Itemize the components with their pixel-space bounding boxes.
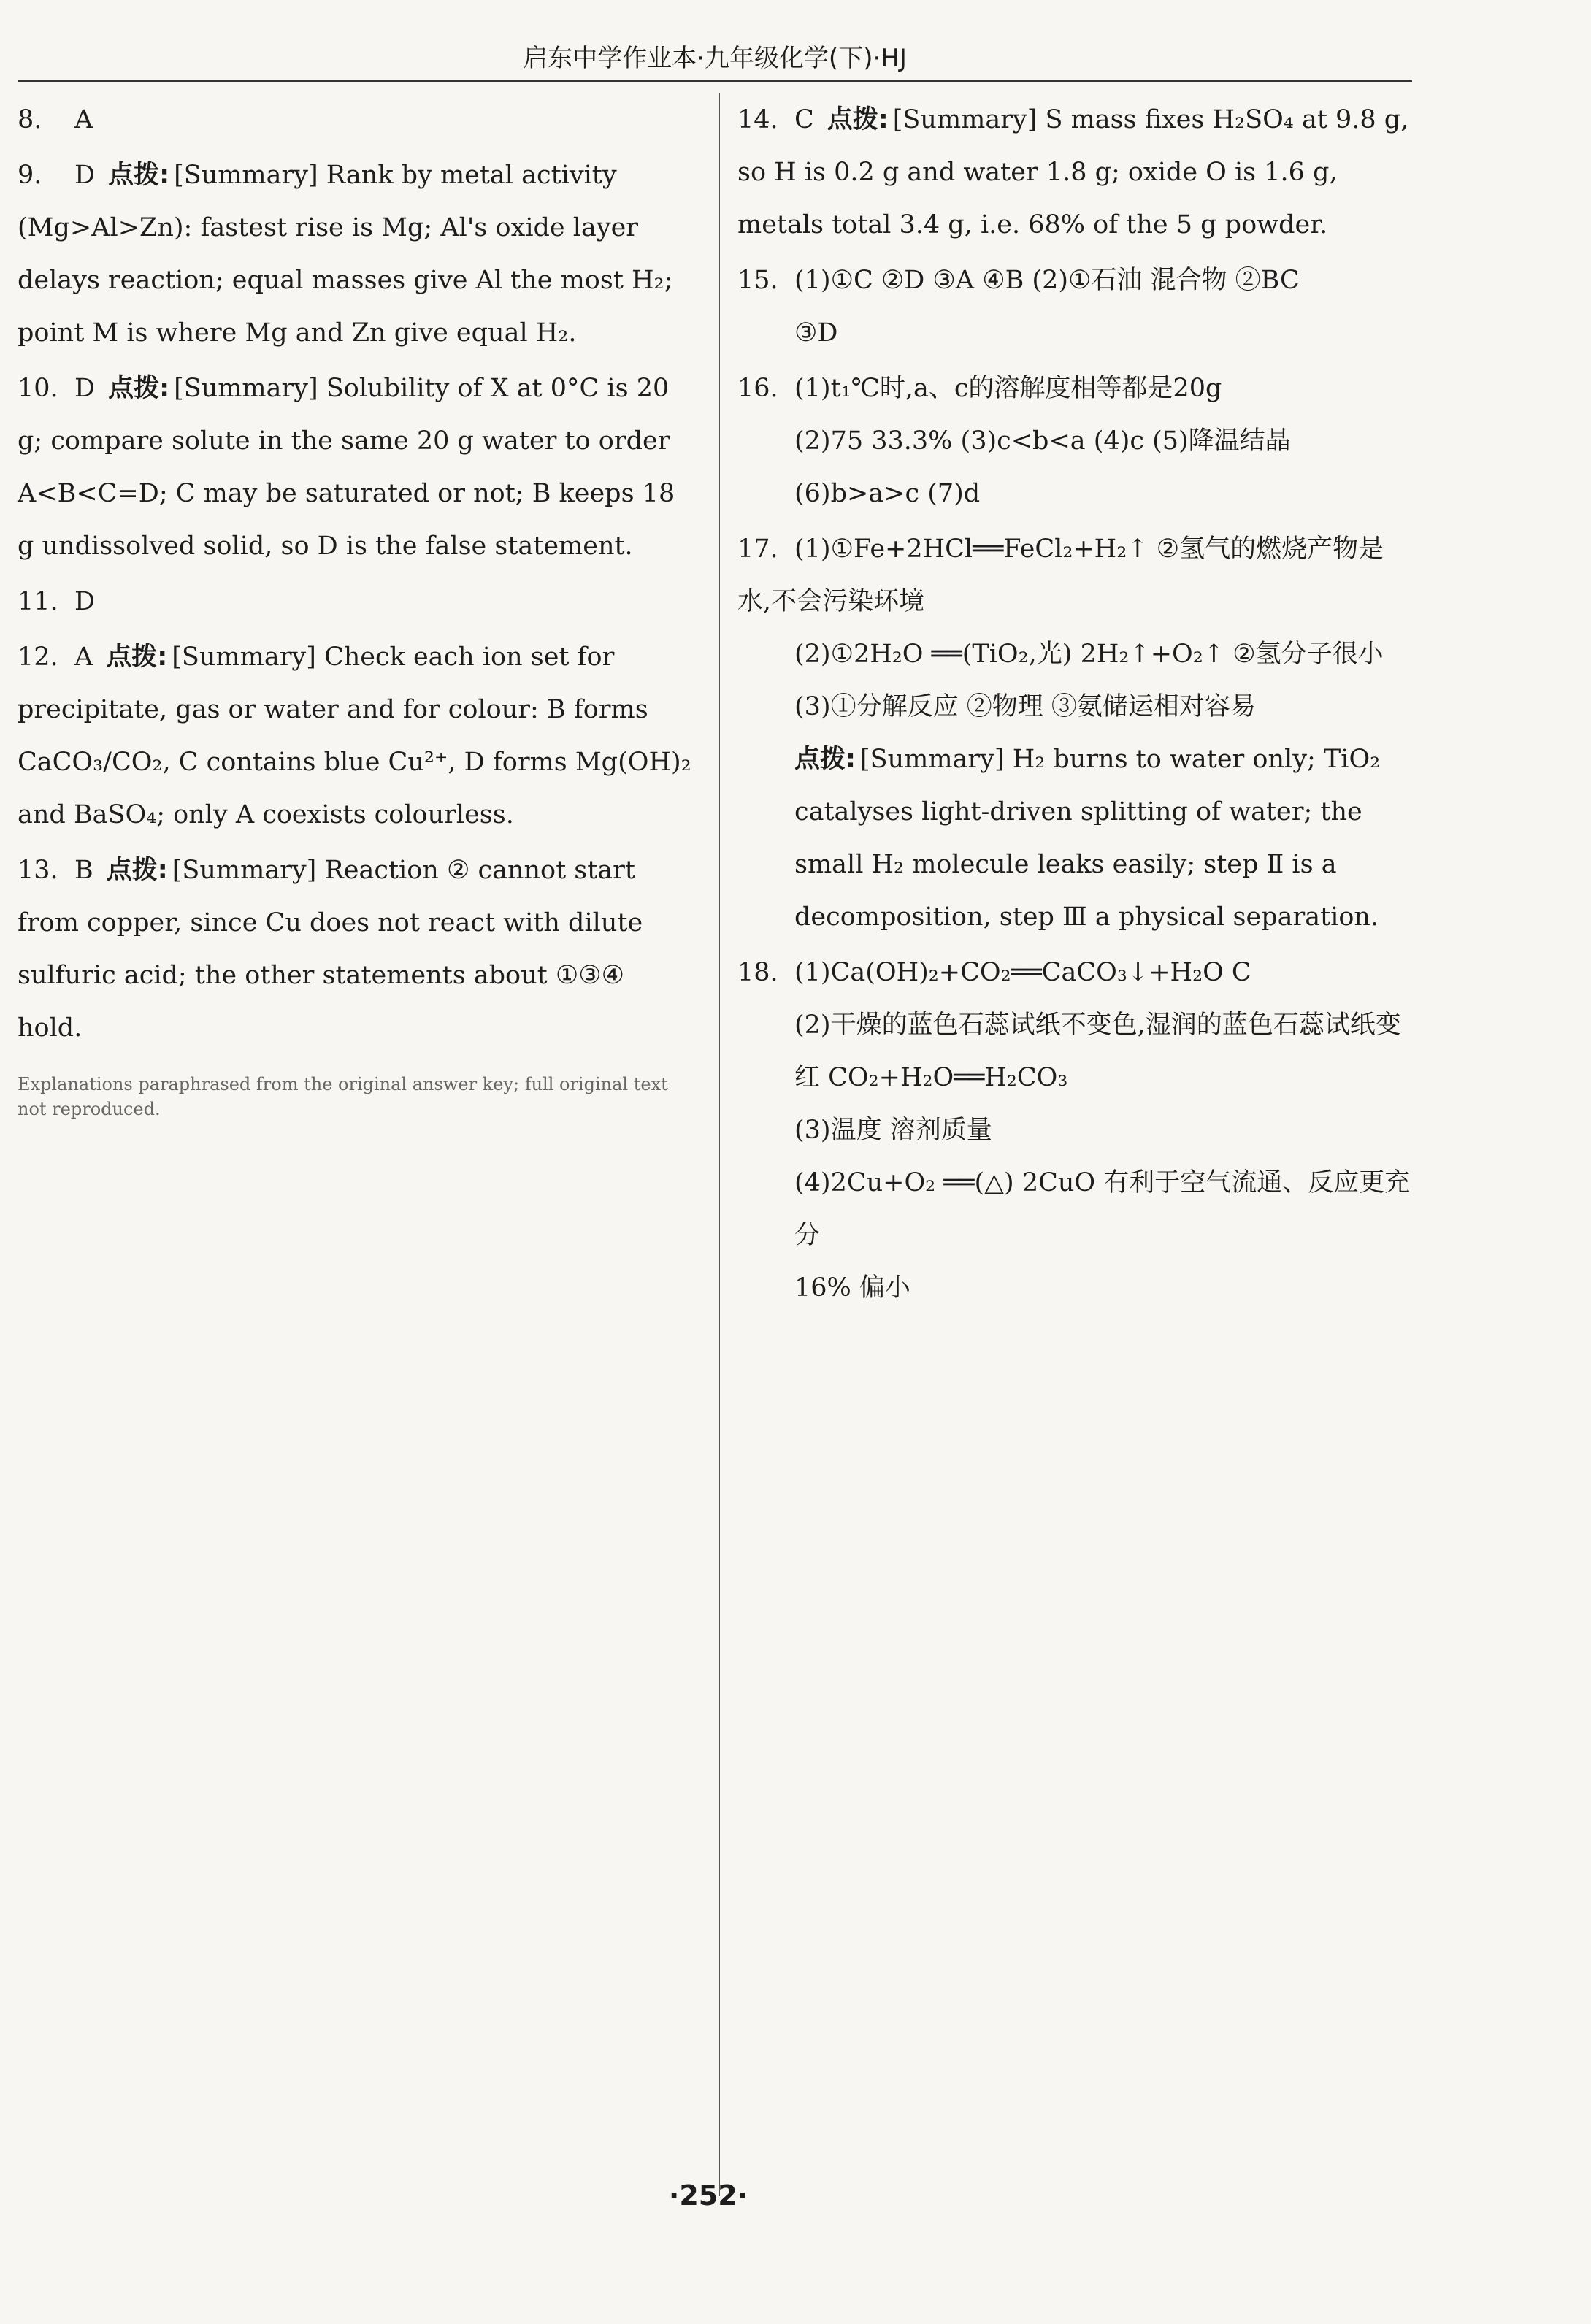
answer-item-16 xyxy=(737,362,1416,520)
question-number: 16. xyxy=(737,374,778,403)
answer-line: (2)①2H₂O ══(TiO₂,光) 2H₂↑+O₂↑ ②氢分子很小 xyxy=(794,640,1384,669)
explanation-text: [Summary] Reaction ② cannot start from copper, since Cu does not react with dilute sulfuric acid; the other statements about ①③④ hold. xyxy=(18,856,643,1043)
right-column xyxy=(737,93,1416,1317)
answer-item-12 xyxy=(18,631,697,841)
question-number: 12. xyxy=(18,643,58,672)
explanation-label: 点拨: xyxy=(106,856,168,885)
explanation-label: 点拨: xyxy=(106,643,168,672)
header-title: 启东中学作业本·九年级化学(下)·HJ xyxy=(523,44,907,73)
answer-line: (2)干燥的蓝色石蕊试纸不变色,湿润的蓝色石蕊试纸变红 CO₂+H₂O══H₂CO₃ xyxy=(794,1010,1401,1092)
explanation-text: [Summary] H₂ burns to water only; TiO₂ catalyses light-driven splitting of water; the small H₂ molecule leaks easily; step Ⅱ is a decomposition, step Ⅲ a physical separation. xyxy=(794,745,1381,932)
answer-choice: D xyxy=(74,374,96,403)
answer-line: (1)①Fe+2HCl══FeCl₂+H₂↑ ②氢气的燃烧产物是水,不会污染环境 xyxy=(737,534,1384,616)
question-number: 13. xyxy=(18,856,58,885)
question-number: 10. xyxy=(18,374,58,403)
answer-item-11 xyxy=(18,575,697,628)
explanation-text: [Summary] Check each ion set for precipitate, gas or water and for colour: B forms CaCO₃/CO₂, C contains blue Cu²⁺, D forms Mg(OH)₂ and BaSO₄; only A coexists colourless. xyxy=(18,643,691,829)
answer-item-13 xyxy=(18,844,697,1054)
answer-line: (1)Ca(OH)₂+CO₂══CaCO₃↓+H₂O C xyxy=(794,958,1251,987)
left-column xyxy=(18,93,697,1124)
answer-choice: D xyxy=(74,161,96,190)
question-number: 17. xyxy=(737,534,778,564)
answer-line: (1)①C ②D ③A ④B (2)①石油 混合物 ②BC xyxy=(794,266,1300,295)
answer-choice: D xyxy=(74,587,96,616)
answer-line: 16% 偏小 xyxy=(794,1273,910,1303)
answer-line: ③D xyxy=(794,318,838,348)
paraphrase-notice: Explanations paraphrased from the original answer key; full original text not reproduced. xyxy=(18,1074,668,1119)
answer-choice: A xyxy=(74,105,93,134)
answer-item-8 xyxy=(18,93,697,146)
question-number: 9. xyxy=(18,161,42,190)
column-divider xyxy=(719,93,720,2196)
answer-item-18 xyxy=(737,946,1416,1314)
explanation-label: 点拨: xyxy=(794,745,856,774)
page-number: ·252· xyxy=(668,2179,748,2212)
answer-line: (4)2Cu+O₂ ══(△) 2CuO 有利于空气流通、反应更充分 xyxy=(794,1168,1411,1250)
explanation-text: [Summary] Rank by metal activity (Mg>Al>Zn): fastest rise is Mg; Al's oxide layer delays reaction; equal masses give Al the most H₂; point M is where Mg and Zn give equal H₂. xyxy=(18,161,673,348)
explanation-label: 点拨: xyxy=(108,374,170,403)
explanation-label: 点拨: xyxy=(108,161,170,190)
answer-line: (1)t₁℃时,a、c的溶解度相等都是20g xyxy=(794,374,1222,403)
answer-item-17 xyxy=(737,523,1416,943)
answer-item-10 xyxy=(18,362,697,572)
question-number: 11. xyxy=(18,587,58,616)
answer-choice: A xyxy=(74,643,93,672)
answer-item-9 xyxy=(18,149,697,359)
answer-choice: B xyxy=(74,856,93,885)
answer-choice: C xyxy=(794,105,814,134)
explanation xyxy=(737,733,1416,943)
question-number: 8. xyxy=(18,105,42,134)
answer-line: (3)①分解反应 ②物理 ③氨储运相对容易 xyxy=(794,692,1256,721)
explanation-label: 点拨: xyxy=(827,105,889,134)
question-number: 15. xyxy=(737,266,778,295)
answer-line: (6)b>a>c (7)d xyxy=(794,479,981,508)
question-number: 14. xyxy=(737,105,778,134)
answer-item-14 xyxy=(737,93,1416,251)
question-number: 18. xyxy=(737,958,778,987)
answer-line: (3)温度 溶剂质量 xyxy=(794,1116,992,1145)
explanation-text: [Summary] S mass fixes H₂SO₄ at 9.8 g, so H is 0.2 g and water 1.8 g; oxide O is 1.6 g, metals total 3.4 g, i.e. 68% of the 5 g powder. xyxy=(737,105,1409,239)
page-header xyxy=(18,41,1412,82)
answer-line: (2)75 33.3% (3)c<b<a (4)c (5)降温结晶 xyxy=(794,426,1291,456)
explanation-text: [Summary] Solubility of X at 0°C is 20 g; compare solute in the same 20 g water to order A<B<C=D; C may be saturated or not; B keeps 18 g undissolved solid, so D is the false statement. xyxy=(18,374,675,561)
answer-item-15 xyxy=(737,254,1416,359)
